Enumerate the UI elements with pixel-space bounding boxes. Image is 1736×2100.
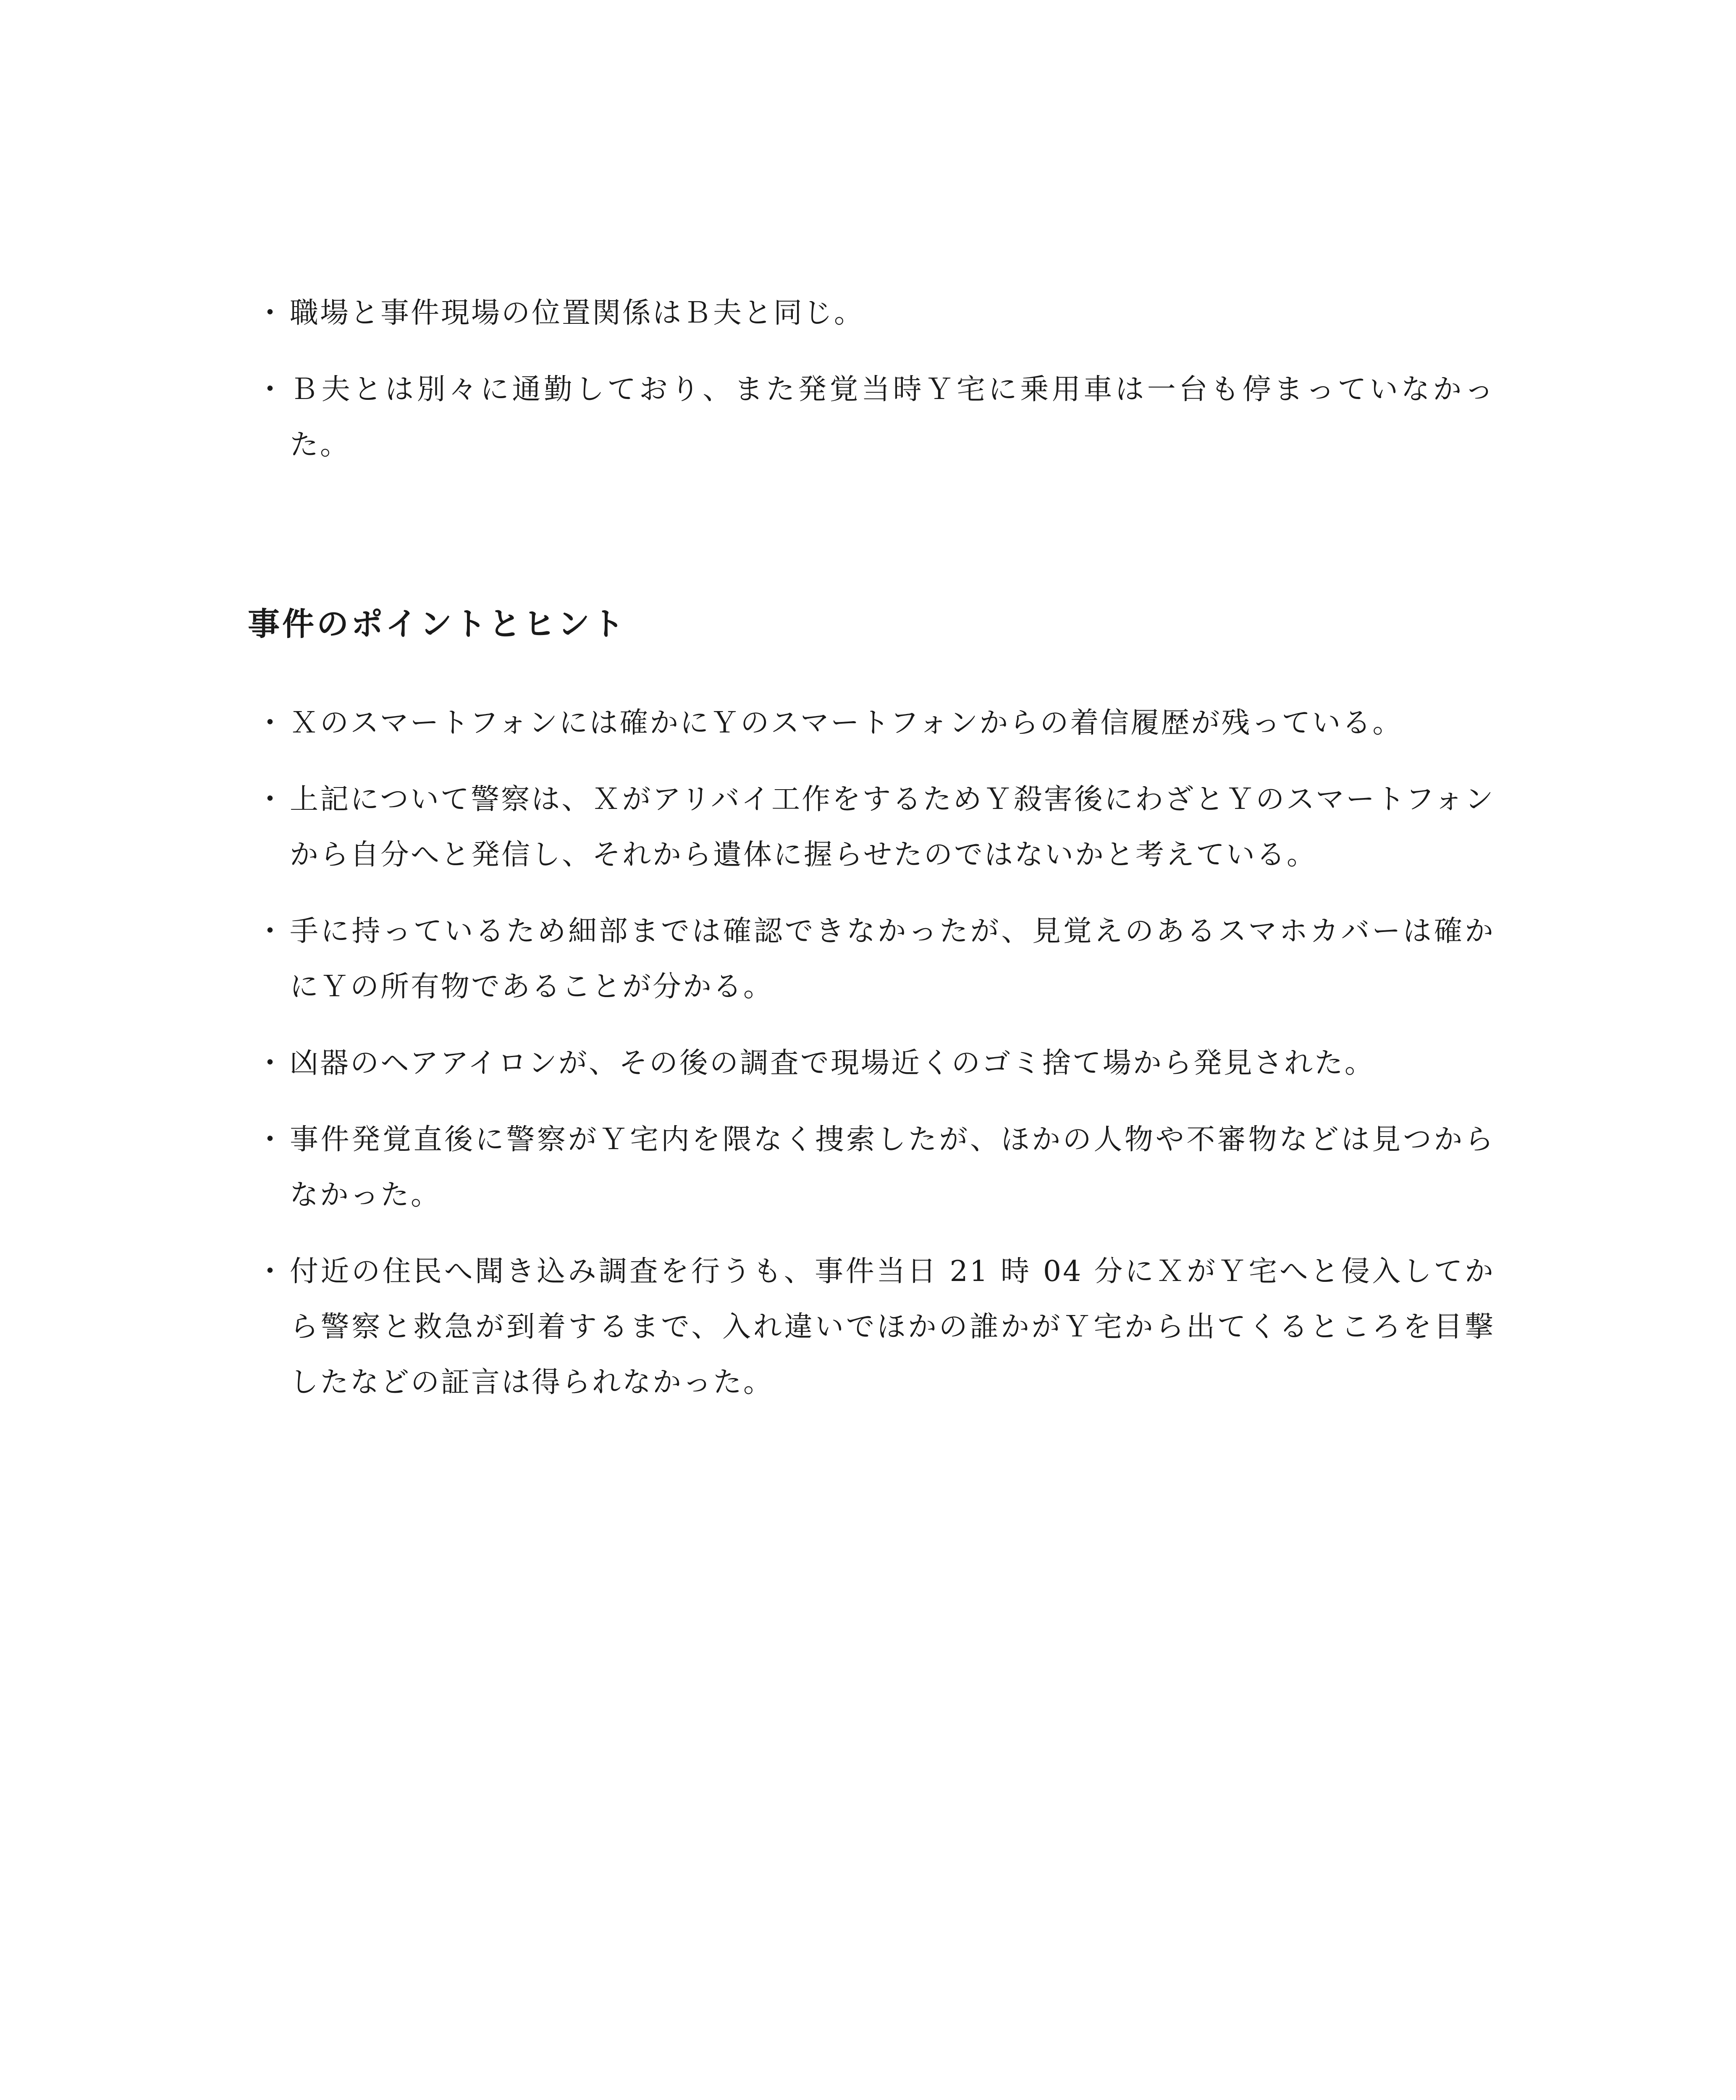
- bullet-mark: ・: [255, 706, 286, 740]
- section-heading: 事件のポイントとヒント: [248, 605, 627, 643]
- bullet-mark: ・: [255, 915, 286, 948]
- hints-list: [252, 696, 1495, 1410]
- list-item: [252, 904, 1495, 1015]
- intro-list: [252, 286, 1495, 473]
- list-item: [252, 696, 1495, 751]
- list-item-text: 手に持っているため細部までは確認できなかったが、見覚えのあるスマホカバーは確かにＹの所有物であることが分かる。: [290, 915, 1495, 1003]
- bullet-mark: ・: [255, 1255, 286, 1288]
- list-item: [252, 772, 1495, 883]
- list-item: [252, 1036, 1495, 1091]
- list-item-text: 上記について警察は、Ｘがアリバイ工作をするためＹ殺害後にわざとＹのスマートフォンから自分へと発信し、それから遺体に握らせたのではないかと考えている。: [290, 783, 1495, 872]
- bullet-mark: ・: [255, 373, 286, 406]
- list-item-text: 凶器のヘアアイロンが、その後の調査で現場近くのゴミ捨て場から発見された。: [290, 1047, 1375, 1080]
- list-item: [252, 1112, 1495, 1223]
- list-item: [252, 362, 1495, 473]
- bullet-mark: ・: [255, 783, 286, 816]
- bullet-mark: ・: [255, 1123, 286, 1156]
- list-item-text: 職場と事件現場の位置関係はＢ夫と同じ。: [290, 297, 865, 330]
- page-content: [248, 286, 1495, 1431]
- bullet-mark: ・: [255, 297, 286, 330]
- list-item: [252, 286, 1495, 341]
- list-item-text: Ｂ夫とは別々に通勤しており、また発覚当時Ｙ宅に乗用車は一台も停まっていなかった。: [290, 373, 1495, 462]
- list-item: [252, 1244, 1495, 1410]
- list-item-text: Ｘのスマートフォンには確かにＹのスマートフォンからの着信履歴が残っている。: [290, 706, 1403, 740]
- list-item-text: 付近の住民へ聞き込み調査を行うも、事件当日 21 時 04 分にＸがＹ宅へと侵入してから警察と救急が到着するまで、入れ違いでほかの誰かがＹ宅から出てくるところを目撃したなどの証言は得られなかった。: [290, 1255, 1495, 1399]
- bullet-mark: ・: [255, 1047, 286, 1080]
- list-item-text: 事件発覚直後に警察がＹ宅内を隈なく捜索したが、ほかの人物や不審物などは見つからなかった。: [290, 1123, 1495, 1212]
